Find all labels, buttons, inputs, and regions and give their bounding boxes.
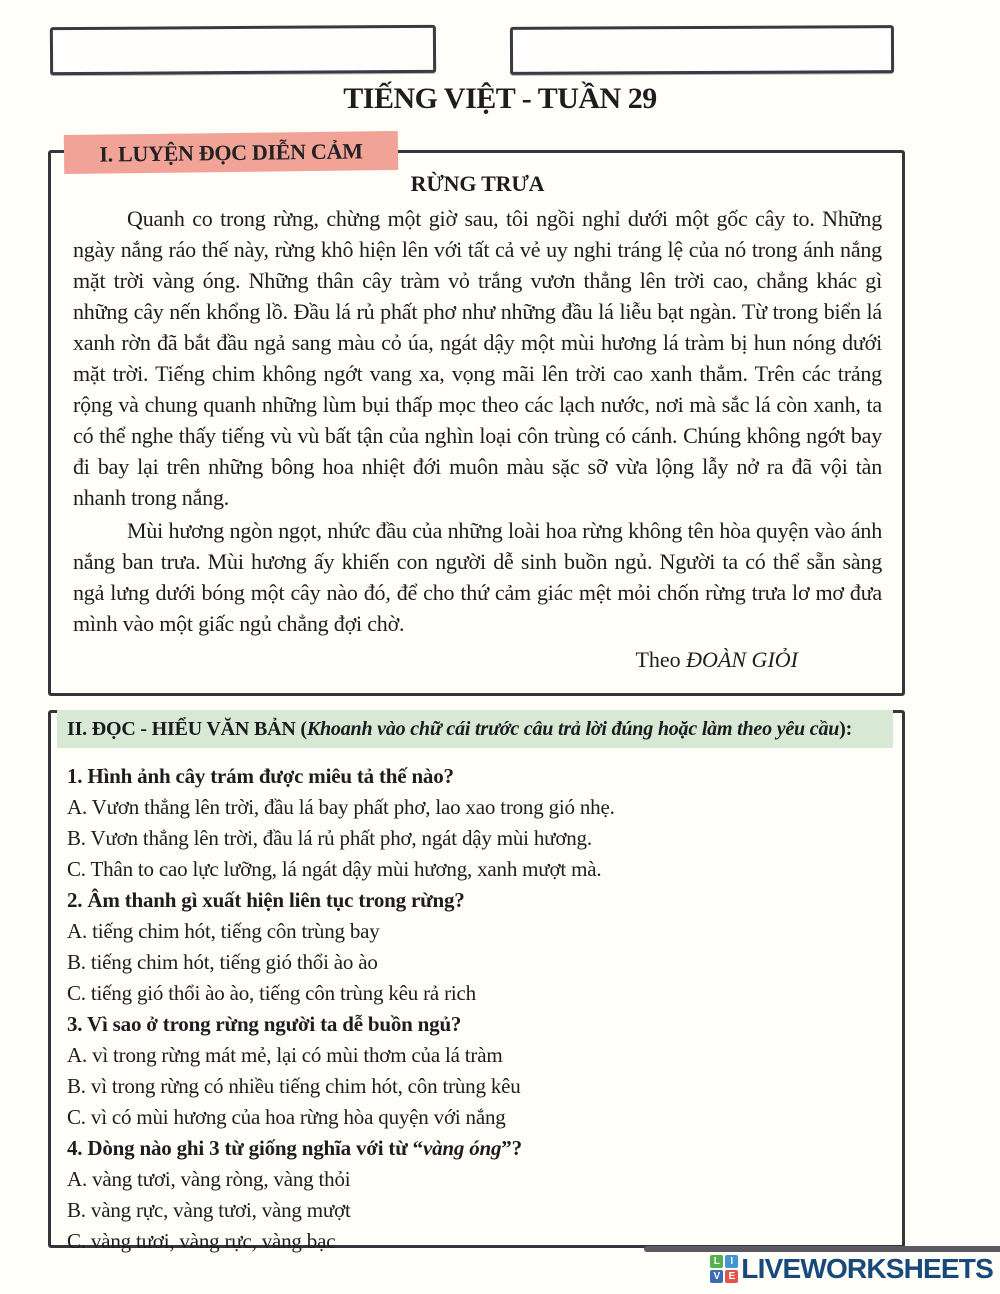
- attribution: [73, 647, 882, 673]
- question-list: [51, 713, 902, 1257]
- question-4-option-b[interactable]: B. vàng rực, vàng tươi, vàng mượt: [67, 1198, 351, 1222]
- reading-title: RỪNG TRƯA: [410, 171, 545, 196]
- section2-heading: [57, 710, 893, 748]
- question-2-option-c[interactable]: C. tiếng gió thổi ào ào, tiếng côn trùng kêu rả rich: [67, 981, 476, 1005]
- question-1-title: 1. Hình ảnh cây trám được miêu tả thế nào?: [67, 764, 454, 788]
- header-box-right[interactable]: [510, 25, 894, 75]
- question-2-option-a[interactable]: A. tiếng chim hót, tiếng côn trùng bay: [67, 919, 380, 943]
- section2-heading-suffix: ):: [839, 717, 853, 740]
- reading-paragraph-1: Quanh co trong rừng, chừng một giờ sau, tôi ngồi nghỉ dưới một gốc cây to. Những ngày nắng ráo thế này, rừng khô hiện lên với tất cả vẻ uy nghi tráng lệ của nó trong ánh nắng mặt trời vàng óng. Những thân cây tràm vỏ trắng vươn thẳng lên trời cao, chẳng khác gì những cây nến khổng lồ. Đầu lá rủ phất phơ như những đầu lá liễu bạt ngàn. Từ trong biển lá xanh rờn đã bắt đầu ngả sang màu cỏ úa, ngát dậy một mùi hương lá tràm bị hun nóng dưới mặt trời. Tiếng chim không ngớt vang xa, vọng mãi lên trời cao xanh thẳm. Trên các trảng rộng và chung quanh những lùm bụi thấp mọc theo các lạch nước, nơi mà sắc lá còn xanh, ta có thể nghe thấy tiếng vù vù bất tận của nghìn loại côn trùng có cánh. Chúng không ngớt bay đi bay lại trên những bông hoa nhiệt đới muôn màu sặc sỡ vừa lộng lẫy nở ra đã vội tàn nhanh trong nắng.: [73, 206, 882, 510]
- section2-heading-prefix: II. ĐỌC - HIỂU VĂN BẢN (: [67, 717, 307, 740]
- header-box-left[interactable]: [50, 25, 436, 75]
- attribution-author: ĐOÀN GIỎI: [686, 647, 798, 672]
- question-4-option-c[interactable]: C. vàng tươi, vàng rực, vàng bạc: [67, 1229, 336, 1253]
- question-1-option-a[interactable]: A. Vươn thẳng lên trời, đầu lá bay phất phơ, lao xao trong gió nhẹ.: [67, 795, 615, 819]
- logo-square-i: I: [725, 1255, 738, 1268]
- question-3-option-a[interactable]: A. vì trong rừng mát mẻ, lại có mùi thơm của lá tràm: [67, 1043, 503, 1067]
- questions-box: [48, 710, 905, 1253]
- reading-paragraph-2: Mùi hương ngòn ngọt, nhức đầu của những loài hoa rừng không tên hòa quyện vào ánh nắng ban trưa. Mùi hương ấy khiến con người dễ sinh buồn ngủ. Người ta có thể sẵn sàng ngả lưng dưới bóng một cây nào đó, để cho thứ cảm giác mệt mỏi chốn rừng trưa lơ mơ đưa mình vào một giấc ngủ chẳng đợi chờ.: [73, 518, 882, 636]
- liveworksheets-logo[interactable]: [710, 1255, 993, 1283]
- question-3-option-b[interactable]: B. vì trong rừng có nhiều tiếng chim hót, côn trùng kêu: [67, 1074, 521, 1098]
- logo-square-l: L: [710, 1255, 723, 1268]
- question-1-option-c[interactable]: C. Thân to cao lực lưỡng, lá ngát dậy mùi hương, xanh mượt mà.: [67, 857, 602, 881]
- section1-heading: I. LUYỆN ĐỌC DIỄN CẢM: [64, 131, 398, 174]
- question-4-title: 4. Dòng nào ghi 3 từ giống nghĩa với từ “vàng óng”?: [67, 1136, 522, 1160]
- logo-square-e: E: [725, 1270, 738, 1283]
- section2-heading-instruction: Khoanh vào chữ cái trước câu trả lời đúng hoặc làm theo yêu cầu: [306, 717, 840, 740]
- question-4-option-a[interactable]: A. vàng tươi, vàng ròng, vàng thỏi: [67, 1167, 351, 1191]
- question-2-option-b[interactable]: B. tiếng chim hót, tiếng gió thổi ào ào: [67, 950, 378, 974]
- brand-text: LIVEWORKSHEETS: [741, 1253, 993, 1284]
- question-2-title: 2. Âm thanh gì xuất hiện liên tục trong rừng?: [67, 888, 465, 912]
- footer-divider-line: [644, 1246, 1000, 1252]
- question-1-option-b[interactable]: B. Vươn thẳng lên trời, đầu lá rủ phất phơ, ngát dậy mùi hương.: [67, 826, 592, 850]
- page-title: TIẾNG VIỆT - TUẦN 29: [343, 82, 657, 115]
- logo-letter-grid: [710, 1255, 738, 1283]
- question-3-title: 3. Vì sao ở trong rừng người ta dễ buồn ngủ?: [67, 1012, 462, 1036]
- logo-square-v: V: [710, 1270, 723, 1283]
- attribution-prefix: Theo: [635, 647, 687, 672]
- reading-passage-box: [48, 150, 905, 696]
- question-3-option-c[interactable]: C. vì có mùi hương của hoa rừng hòa quyện với nắng: [67, 1105, 506, 1129]
